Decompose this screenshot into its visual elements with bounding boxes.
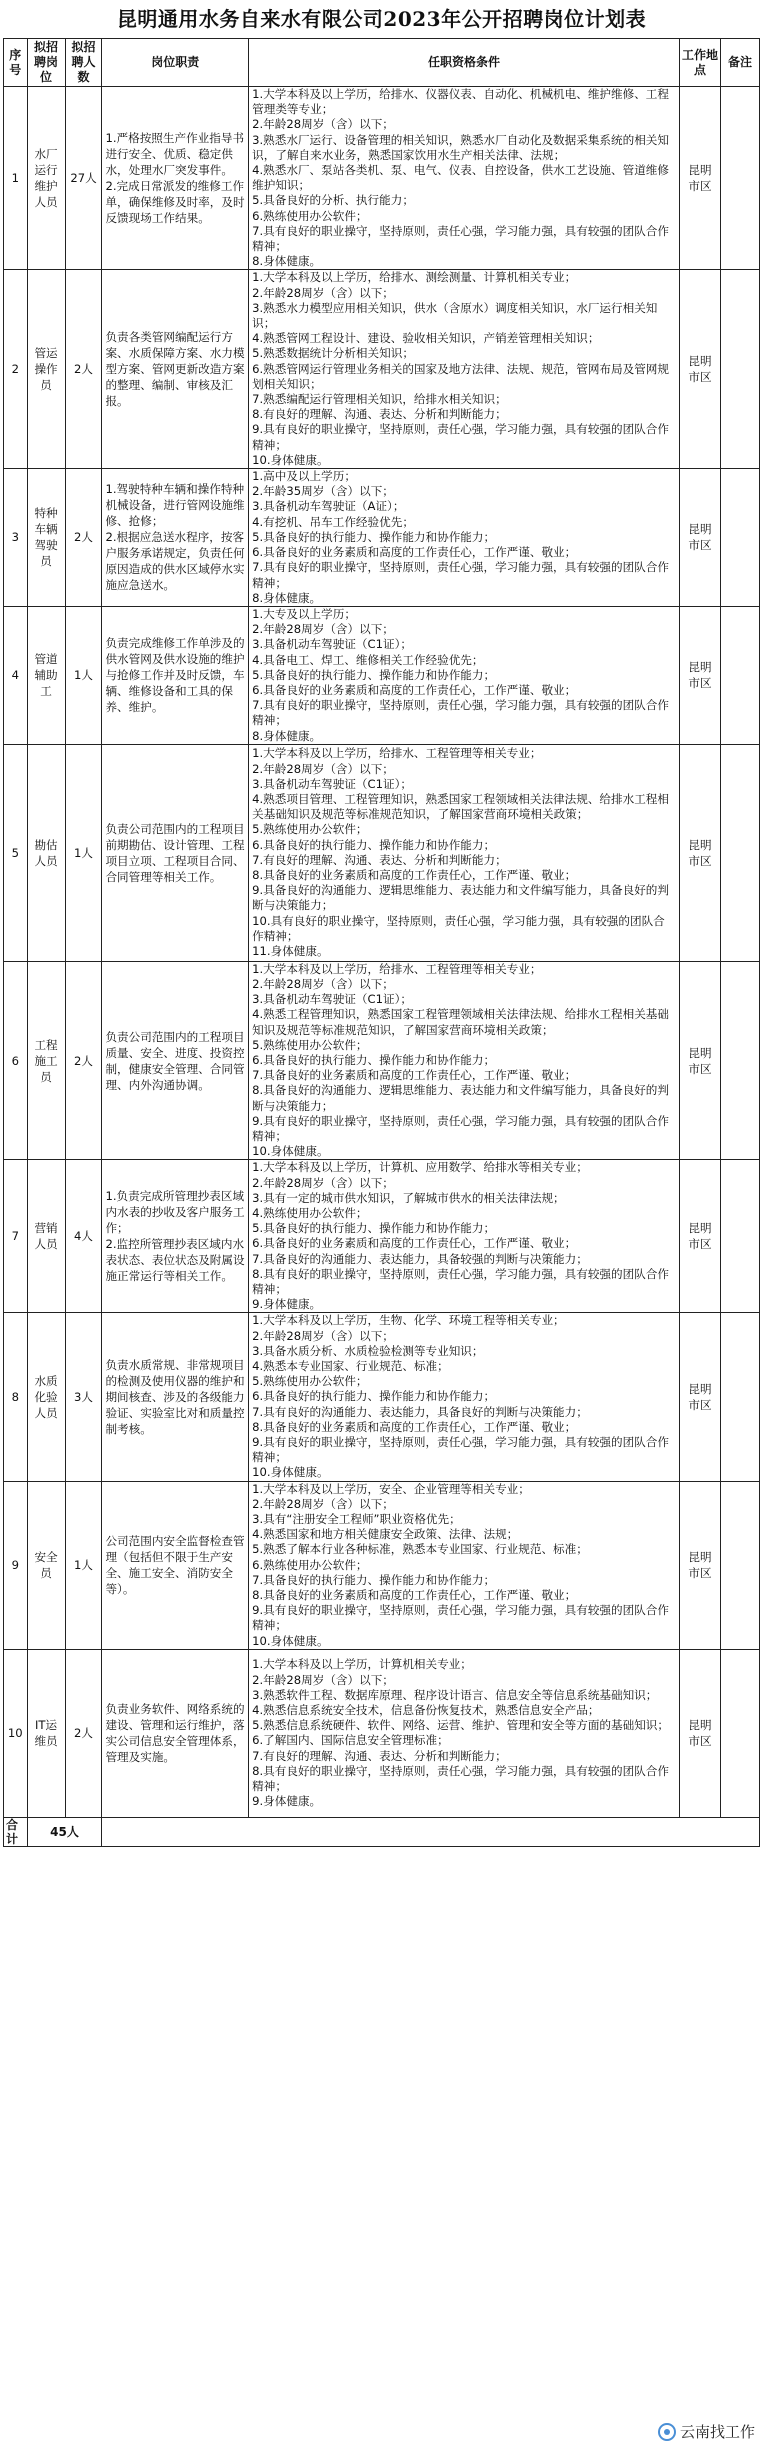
row-place: 昆明市区 [679,1160,720,1313]
row-seq: 8 [4,1313,28,1481]
duty-line: 1.严格按照生产作业指导书进行安全、优质、稳定供水，处理水厂突发事件。 [105,131,245,178]
row-requirements [249,1481,680,1649]
wechat-logo-icon [658,2423,676,2441]
row-count: 27人 [65,87,102,270]
requirement-item: 9.具有良好的职业操守，坚持原则，责任心强，学习能力强，具有较强的团队合作精神； [252,1113,669,1143]
requirement-item: 5.熟悉了解本行业各种标准，熟悉本专业国家、行业规范、标准； [252,1542,588,1557]
requirement-item: 7.具备良好的业务素质和高度的工作责任心，工作严谨、敬业； [252,1068,577,1083]
row-count: 2人 [65,270,102,469]
duty-line: 负责公司范围内的工程项目前期勘估、设计管理、工程项目立项、工程项目合同、合同管理等相关工作。 [105,821,245,884]
row-remark [720,1481,759,1649]
requirement-item: 7.具备良好的执行能力、操作能力和协作能力； [252,1572,496,1587]
requirement-item: 8.具有良好的职业操守，坚持原则，责任心强，学习能力强，具有较强的团队合作精神； [252,1763,669,1793]
requirement-item: 6.具备良好的执行能力、操作能力和协作能力； [252,1052,496,1067]
requirement-item: 6.具备良好的执行能力、操作能力和协作能力； [252,1389,496,1404]
row-place: 昆明市区 [679,1481,720,1649]
row-seq: 6 [4,961,28,1160]
requirement-item: 10.身体健康。 [252,452,329,467]
row-requirements [249,87,680,270]
requirement-item: 8.身体健康。 [252,728,322,743]
row-remark [720,961,759,1160]
requirement-item: 10.身体健康。 [252,1144,329,1159]
row-duty [102,270,249,469]
requirement-item: 7.具备良好的沟通能力、表达能力，具备较强的判断与决策能力； [252,1251,588,1266]
row-duty [102,744,249,961]
row-position: 管道辅助工 [27,606,65,744]
row-position: 安全员 [27,1481,65,1649]
requirement-item: 8.身体健康。 [252,254,322,269]
requirement-item: 4.熟悉国家和地方相关健康安全政策、法律、法规； [252,1527,519,1542]
requirement-item: 4.熟悉项目管理、工程管理知识，熟悉国家工程领域相关法律法规、给排水工程相关基础知识及规范等标准规范知识，了解国家营商环境相关政策； [252,791,669,822]
requirement-item: 3.具备水质分析、水质检验检测等专业知识； [252,1343,484,1358]
row-count: 1人 [65,606,102,744]
row-place: 昆明市区 [679,87,720,270]
row-place: 昆明市区 [679,1649,720,1817]
duty-line: 负责水质常规、非常规项目的检测及使用仪器的维护和期间核查、涉及的各级能力验证、实验室比对和质量控制考核。 [105,1358,245,1437]
requirement-item: 3.熟悉水力模型应用相关知识，供水（含原水）调度相关知识，水厂运行相关知识； [252,300,658,331]
requirement-item: 8.具备良好的业务素质和高度的工作责任心，工作严谨、敬业； [252,867,577,882]
requirement-item: 7.具有良好的沟通能力、表达能力，具备良好的判断与决策能力； [252,1404,588,1419]
requirement-item: 6.具备良好的业务素质和高度的工作责任心，工作严谨、敬业； [252,682,577,697]
requirement-item: 10.具有良好的职业操守，坚持原则，责任心强，学习能力强，具有较强的团队合作精神； [252,913,665,943]
row-place: 昆明市区 [679,1313,720,1481]
row-seq: 7 [4,1160,28,1313]
requirement-item: 9.身体健康。 [252,1794,322,1809]
requirement-item: 7.熟悉编配运行管理相关知识，给排水相关知识； [252,392,507,407]
requirement-item: 4.熟悉工程管理知识，熟悉国家工程管理领域相关法律法规、给排水工程相关基础知识及规范等标准规范知识，了解国家营商环境相关政策； [252,1007,669,1037]
row-place: 昆明市区 [679,744,720,961]
requirement-item: 6.了解国内、国际信息安全管理标准； [252,1733,449,1748]
requirement-item: 7.具有良好的职业操守，坚持原则，责任心强，学习能力强，具有较强的团队合作精神； [252,560,669,590]
row-remark [720,469,759,607]
requirement-item: 7.有良好的理解、沟通、表达、分析和判断能力； [252,1748,507,1763]
row-count: 1人 [65,744,102,961]
requirement-item: 3.具有一定的城市供水知识，了解城市供水的相关法律法规； [252,1190,565,1205]
row-seq: 3 [4,469,28,607]
row-requirements [249,744,680,961]
header-requirements: 任职资格条件 [249,39,680,87]
duty-line: 公司范围内安全监督检查管理（包括但不限于生产安全、施工安全、消防安全等）。 [105,1534,245,1597]
row-duty [102,1160,249,1313]
table-row [4,1313,760,1481]
row-remark [720,1649,759,1817]
row-count: 2人 [65,469,102,607]
table-row [4,1649,760,1817]
requirement-item: 6.熟练使用办公软件； [252,208,368,223]
requirement-item: 4.熟悉信息系统安全技术，信息备份恢复技术，熟悉信息安全产品； [252,1702,600,1717]
row-remark [720,744,759,961]
requirement-item: 11.身体健康。 [252,943,329,958]
requirement-item: 2.年龄28周岁（含）以下； [252,622,394,637]
requirement-item: 1.大学本科及以上学历，安全、企业管理等相关专业； [252,1481,530,1496]
recruitment-table [3,38,760,1847]
row-count: 4人 [65,1160,102,1313]
requirement-item: 7.有良好的理解、沟通、表达、分析和判断能力； [252,852,507,867]
row-place: 昆明市区 [679,961,720,1160]
requirement-item: 2.年龄28周岁（含）以下； [252,285,394,300]
row-count: 2人 [65,1649,102,1817]
row-requirements [249,469,680,607]
table-header-row [4,39,760,87]
row-seq: 9 [4,1481,28,1649]
total-row [4,1817,760,1846]
requirement-item: 2.年龄28周岁（含）以下； [252,1328,394,1343]
table-row [4,744,760,961]
requirement-item: 6.熟悉管网运行管理业务相关的国家及地方法律、法规、规范，管网布局及管网规划相关知识； [252,361,669,391]
header-duty: 岗位职责 [102,39,249,87]
row-seq: 1 [4,87,28,270]
table-row [4,1481,760,1649]
row-requirements [249,1160,680,1313]
requirement-item: 10.身体健康。 [252,1633,329,1648]
table-row [4,87,760,270]
requirement-item: 1.高中及以上学历； [252,469,356,484]
requirement-item: 4.有挖机、吊车工作经验优先； [252,514,414,529]
requirement-item: 2.年龄28周岁（含）以下； [252,1496,394,1511]
requirement-item: 5.具备良好的执行能力、操作能力和协作能力； [252,529,496,544]
row-duty [102,1313,249,1481]
requirement-item: 9.身体健康。 [252,1297,322,1312]
requirement-item: 5.熟悉信息系统硬件、软件、网络、运营、维护、管理和安全等方面的基础知识； [252,1718,669,1733]
requirement-item: 1.大学本科及以上学历，给排水、工程管理等相关专业； [252,961,542,976]
row-count: 1人 [65,1481,102,1649]
row-seq: 4 [4,606,28,744]
duty-line: 负责业务软件、网络系统的建设、管理和运行维护，落实公司信息安全管理体系，管理及实施。 [105,1702,245,1765]
requirement-item: 2.年龄35周岁（含）以下； [252,484,394,499]
row-seq: 10 [4,1649,28,1817]
requirement-item: 5.熟练使用办公软件； [252,1374,368,1389]
duty-line: 2.根据应急送水程序，按客户服务承诺规定，负责任何原因造成的供水区域停水实施应急送水。 [105,530,245,593]
requirement-item: 6.具备良好的业务素质和高度的工作责任心，工作严谨、敬业； [252,545,577,560]
requirement-item: 3.熟悉水厂运行、设备管理的相关知识，熟悉水厂自动化及数据采集系统的相关知识，了解自来水业务，熟悉国家饮用水生产相关法律、法规； [252,132,669,162]
duty-line: 1.驾驶特种车辆和操作特种机械设备，进行管网设施维修、抢修； [105,482,245,529]
requirement-item: 3.具备机动车驾驶证（C1证）； [252,776,412,791]
requirement-item: 7.具有良好的职业操守，坚持原则，责任心强，学习能力强，具有较强的团队合作精神； [252,698,669,728]
requirement-item: 8.具备良好的业务素质和高度的工作责任心，工作严谨、敬业； [252,1419,577,1434]
requirement-item: 4.熟悉管网工程设计、建设、验收相关知识，产销差管理相关知识； [252,331,600,346]
row-duty [102,87,249,270]
row-place: 昆明市区 [679,270,720,469]
duty-line: 2.完成日常派发的维修工作单，确保维修及时率，及时反馈现场工作结果。 [105,179,245,226]
watermark-text: 云南找工作 [679,2423,755,2441]
duty-line: 负责完成维修工作单涉及的供水管网及供水设施的维护与抢修工作并及时反馈，车辆、维修设备和工具的保养、维护。 [105,636,245,715]
row-requirements [249,1313,680,1481]
row-requirements [249,606,680,744]
total-label: 合计 [4,1817,28,1846]
total-count: 45人 [27,1817,102,1846]
requirement-item: 3.具备机动车驾驶证（C1证）； [252,992,412,1007]
requirement-item: 3.熟悉软件工程、数据库原理、程序设计语言、信息安全等信息系统基础知识； [252,1687,658,1702]
requirement-item: 1.大学本科及以上学历，给排水、工程管理等相关专业； [252,746,542,761]
duty-line: 负责各类管网编配运行方案、水质保障方案、水力模型方案、管网更新改造方案的整理、编制、审核及汇报。 [105,330,245,409]
row-remark [720,1160,759,1313]
requirement-item: 8.有良好的理解、沟通、表达、分析和判断能力； [252,407,507,422]
requirement-item: 8.具备良好的沟通能力、逻辑思维能力、表达能力和文件编写能力，具备良好的判断与决策能力； [252,1083,669,1113]
requirement-item: 2.年龄28周岁（含）以下； [252,761,394,776]
row-remark [720,1313,759,1481]
requirement-item: 8.身体健康。 [252,590,322,605]
requirement-item: 4.熟练使用办公软件； [252,1205,368,1220]
duty-line: 2.监控所管理抄表区域内水表状态、表位状态及附属设施正常运行等相关工作。 [105,1237,245,1284]
table-row [4,270,760,469]
table-row [4,961,760,1160]
requirement-item: 3.具有“注册安全工程师”职业资格优先； [252,1512,461,1527]
requirement-item: 6.熟练使用办公软件； [252,1557,368,1572]
row-count: 3人 [65,1313,102,1481]
header-count: 拟招聘人数 [65,39,102,87]
requirement-item: 7.具有良好的职业操守，坚持原则，责任心强，学习能力强，具有较强的团队合作精神； [252,223,669,254]
row-place: 昆明市区 [679,606,720,744]
requirement-item: 8.具备良好的业务素质和高度的工作责任心，工作严谨、敬业； [252,1588,577,1603]
requirement-item: 8.具有良好的职业操守，坚持原则，责任心强，学习能力强，具有较强的团队合作精神； [252,1266,669,1296]
row-position: IT运维员 [27,1649,65,1817]
requirement-item: 5.熟悉数据统计分析相关知识； [252,346,414,361]
requirement-item: 5.具备良好的分析、执行能力； [252,193,414,208]
requirement-item: 10.身体健康。 [252,1465,329,1480]
requirement-item: 1.大学本科及以上学历，给排水、仪器仪表、自动化、机械机电、维护维修、工程管理类等专业； [252,87,669,117]
row-remark [720,606,759,744]
requirement-item: 3.具备机动车驾驶证（A证）； [252,499,405,514]
requirement-item: 1.大学本科及以上学历，给排水、测绘测量、计算机相关专业； [252,270,577,285]
requirement-item: 2.年龄28周岁（含）以下； [252,1672,394,1687]
watermark [658,2421,755,2442]
table-row [4,606,760,744]
requirement-item: 5.熟练使用办公软件； [252,1037,368,1052]
table-row [4,1160,760,1313]
row-position: 勘估人员 [27,744,65,961]
row-position: 水厂运行维护人员 [27,87,65,270]
requirement-item: 9.具有良好的职业操守，坚持原则，责任心强，学习能力强，具有较强的团队合作精神； [252,1603,669,1633]
row-position: 特种车辆驾驶员 [27,469,65,607]
row-position: 水质化验人员 [27,1313,65,1481]
row-requirements [249,270,680,469]
row-duty [102,469,249,607]
row-count: 2人 [65,961,102,1160]
row-position: 管运操作员 [27,270,65,469]
requirement-item: 9.具有良好的职业操守，坚持原则，责任心强，学习能力强，具有较强的团队合作精神； [252,1435,669,1465]
requirement-item: 2.年龄28周岁（含）以下； [252,117,394,132]
row-remark [720,87,759,270]
row-place: 昆明市区 [679,469,720,607]
row-duty [102,606,249,744]
requirement-item: 4.具备电工、焊工、维修相关工作经验优先； [252,652,484,667]
requirement-item: 9.具备良好的沟通能力、逻辑思维能力、表达能力和文件编写能力，具备良好的判断与决策能力； [252,883,669,913]
duty-line: 负责公司范围内的工程项目质量、安全、进度、投资控制，健康安全管理、合同管理、内外沟通协调。 [105,1029,245,1092]
page-title: 昆明通用水务自来水有限公司2023年公开招聘岗位计划表 [116,7,647,31]
requirement-item: 6.具备良好的执行能力、操作能力和协作能力； [252,837,496,852]
header-position: 拟招聘岗位 [27,39,65,87]
duty-line: 1.负责完成所管理抄表区域内水表的抄收及客户服务工作； [105,1189,245,1236]
row-duty [102,1481,249,1649]
requirement-item: 4.熟悉本专业国家、行业规范、标准； [252,1359,449,1374]
requirement-item: 9.具有良好的职业操守，坚持原则，责任心强，学习能力强，具有较强的团队合作精神； [252,422,669,452]
header-place: 工作地点 [679,39,720,87]
row-seq: 5 [4,744,28,961]
requirement-item: 3.具备机动车驾驶证（C1证）； [252,637,412,652]
requirement-item: 5.熟练使用办公软件； [252,822,368,837]
row-remark [720,270,759,469]
requirement-item: 2.年龄28周岁（含）以下； [252,976,394,991]
row-duty [102,961,249,1160]
requirement-item: 1.大学本科及以上学历，计算机、应用数学、给排水等相关专业； [252,1160,588,1175]
requirement-item: 1.大专及以上学历； [252,606,356,621]
row-position: 工程施工员 [27,961,65,1160]
requirement-item: 1.大学本科及以上学历，生物、化学、环境工程等相关专业； [252,1313,565,1328]
requirement-item: 5.具备良好的执行能力、操作能力和协作能力； [252,667,496,682]
requirement-item: 4.熟悉水厂、泵站各类机、泵、电气、仪表、自控设备，供水工艺设施、管道维修维护知识； [252,163,669,193]
row-requirements [249,1649,680,1817]
row-requirements [249,961,680,1160]
requirement-item: 2.年龄28周岁（含）以下； [252,1175,394,1190]
header-seq: 序号 [4,39,28,87]
row-duty [102,1649,249,1817]
requirement-item: 6.具备良好的业务素质和高度的工作责任心，工作严谨、敬业； [252,1236,577,1251]
requirement-item: 1.大学本科及以上学历，计算机相关专业； [252,1657,472,1672]
table-row [4,469,760,607]
requirement-item: 5.具备良好的执行能力、操作能力和协作能力； [252,1221,496,1236]
row-position: 营销人员 [27,1160,65,1313]
row-seq: 2 [4,270,28,469]
header-remark: 备注 [720,39,759,87]
